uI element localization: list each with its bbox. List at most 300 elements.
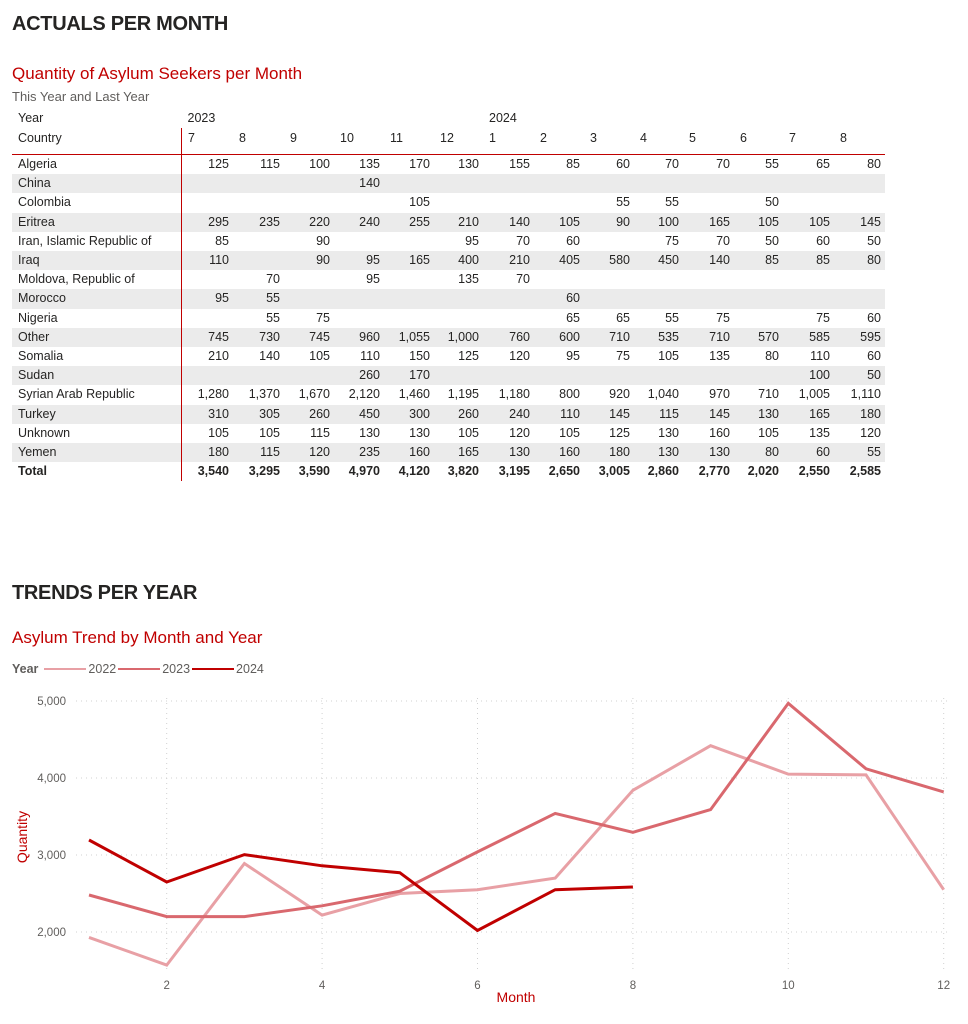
- total-cell: 4,970: [348, 464, 380, 479]
- value-cell: 240: [483, 405, 534, 424]
- value-cell: [584, 232, 634, 251]
- country-cell: Sudan: [12, 366, 182, 385]
- year-header[interactable]: 2024: [489, 111, 517, 125]
- x-tick-label: 6: [474, 980, 481, 992]
- value-cell: 50: [765, 195, 779, 210]
- x-tick-label: 12: [937, 980, 951, 992]
- header-row-month: [12, 128, 885, 155]
- value-cell: 130: [359, 425, 380, 440]
- value-cell: [284, 193, 334, 212]
- value-cell: 155: [509, 157, 530, 171]
- value-cell: 95: [182, 289, 234, 308]
- value-cell: [734, 309, 783, 328]
- value-cell: 125: [458, 349, 479, 364]
- value-cell: 75: [665, 233, 679, 248]
- table-row: [12, 270, 885, 289]
- total-cell: 2,020: [747, 464, 779, 479]
- country-cell: Morocco: [12, 289, 182, 308]
- x-tick-label: 2: [163, 980, 170, 992]
- value-cell: [584, 174, 634, 193]
- value-cell: [384, 232, 434, 251]
- value-cell: 65: [566, 310, 580, 325]
- value-cell: 140: [483, 213, 534, 232]
- value-cell: 130: [683, 443, 734, 462]
- value-cell: 130: [734, 405, 783, 424]
- y-tick-label: 2,000: [37, 927, 66, 939]
- matrix-title: Quantity of Asylum Seekers per Month: [12, 64, 303, 83]
- value-cell: [834, 289, 885, 308]
- value-cell: 970: [709, 387, 730, 402]
- value-cell: 55: [834, 443, 885, 462]
- value-cell: 1,280: [182, 385, 234, 404]
- value-cell: 135: [709, 349, 730, 364]
- legend-swatch: [44, 668, 86, 671]
- value-cell: 450: [334, 405, 384, 424]
- value-cell: 130: [658, 425, 679, 440]
- month-header[interactable]: 7: [182, 128, 234, 155]
- value-cell: 1,670: [298, 387, 330, 402]
- value-cell: 70: [516, 233, 530, 248]
- value-cell: 50: [867, 233, 881, 248]
- value-cell: [434, 366, 483, 385]
- value-cell: 60: [783, 443, 834, 462]
- value-cell: 140: [334, 174, 384, 193]
- total-cell: 3,005: [598, 464, 630, 479]
- value-cell: 960: [334, 328, 384, 347]
- value-cell: 745: [284, 328, 334, 347]
- value-cell: [683, 289, 734, 308]
- value-cell: [334, 309, 384, 328]
- value-cell: 80: [834, 251, 885, 270]
- month-header[interactable]: 8: [233, 128, 284, 155]
- x-axis-ticks: [163, 980, 950, 992]
- value-cell: 115: [310, 425, 330, 440]
- value-cell: [233, 251, 284, 270]
- value-cell: 160: [534, 443, 584, 462]
- value-cell: [233, 366, 284, 385]
- value-cell: 120: [284, 443, 334, 462]
- value-cell: 235: [334, 443, 384, 462]
- value-cell: 105: [534, 213, 584, 232]
- value-cell: [834, 270, 885, 289]
- value-cell: 260: [434, 405, 483, 424]
- value-cell: 1,460: [398, 387, 430, 402]
- y-axis-label: Quantity: [14, 810, 30, 864]
- value-cell: 710: [584, 328, 634, 347]
- value-cell: 1,000: [434, 328, 483, 347]
- total-row: [12, 462, 885, 481]
- value-cell: 75: [616, 349, 630, 364]
- value-cell: [783, 174, 834, 193]
- value-cell: 710: [758, 387, 779, 402]
- value-cell: 580: [584, 251, 634, 270]
- value-cell: 140: [259, 349, 280, 364]
- value-cell: [182, 174, 234, 193]
- value-cell: 165: [683, 213, 734, 232]
- value-cell: 180: [182, 443, 234, 462]
- value-cell: 745: [182, 328, 234, 347]
- value-cell: 55: [233, 289, 284, 308]
- value-cell: [584, 366, 634, 385]
- value-cell: [182, 309, 234, 328]
- month-header[interactable]: 12: [434, 128, 483, 155]
- value-cell: 85: [566, 157, 580, 171]
- value-cell: 210: [483, 251, 534, 270]
- table-row: [12, 193, 885, 212]
- value-cell: 60: [867, 310, 881, 325]
- value-cell: 115: [260, 157, 280, 171]
- value-cell: 50: [765, 233, 779, 248]
- value-cell: [233, 174, 284, 193]
- value-cell: 85: [182, 232, 234, 251]
- value-cell: 90: [284, 251, 334, 270]
- value-cell: 105: [758, 425, 779, 440]
- value-cell: 1,005: [798, 387, 830, 402]
- table-row: [12, 424, 885, 443]
- value-cell: 145: [584, 405, 634, 424]
- chart-legend: [12, 662, 266, 676]
- value-cell: 255: [384, 213, 434, 232]
- value-cell: 450: [634, 251, 683, 270]
- value-cell: 60: [867, 349, 881, 364]
- value-cell: 80: [765, 349, 779, 364]
- value-cell: 80: [867, 157, 881, 171]
- value-cell: 105: [734, 213, 783, 232]
- header-row-year: [12, 108, 885, 128]
- value-cell: [534, 193, 584, 212]
- value-cell: 135: [359, 157, 380, 171]
- chart-title: Asylum Trend by Month and Year: [12, 628, 263, 647]
- month-header[interactable]: 8: [834, 128, 885, 155]
- value-cell: 140: [683, 251, 734, 270]
- value-cell: [534, 270, 584, 289]
- table-row: [12, 405, 885, 424]
- value-cell: 1,195: [447, 387, 479, 402]
- value-cell: [634, 366, 683, 385]
- month-header[interactable]: 2: [534, 128, 584, 155]
- trend-line-chart: [0, 690, 968, 1020]
- value-cell: 85: [783, 251, 834, 270]
- value-cell: 80: [734, 443, 783, 462]
- country-cell: Eritrea: [12, 213, 182, 232]
- total-cell: 2,770: [698, 464, 730, 479]
- value-cell: 125: [182, 155, 234, 175]
- y-tick-label: 3,000: [37, 850, 66, 862]
- x-tick-label: 10: [781, 980, 795, 992]
- value-cell: 165: [434, 443, 483, 462]
- value-cell: 210: [182, 347, 234, 366]
- actuals-heading: ACTUALS PER MONTH: [12, 13, 229, 35]
- country-cell: Iraq: [12, 251, 182, 270]
- table-row: [12, 213, 885, 232]
- value-cell: 60: [534, 289, 584, 308]
- total-cell: 3,295: [248, 464, 280, 479]
- value-cell: [284, 366, 334, 385]
- value-cell: 115: [634, 405, 683, 424]
- value-cell: 165: [783, 405, 834, 424]
- value-cell: 1,110: [850, 387, 881, 402]
- month-header[interactable]: 6: [734, 128, 783, 155]
- value-cell: 1,180: [498, 387, 530, 402]
- value-cell: 730: [233, 328, 284, 347]
- value-cell: [434, 174, 483, 193]
- month-header[interactable]: 10: [334, 128, 384, 155]
- value-cell: 115: [233, 443, 284, 462]
- value-cell: 120: [860, 425, 881, 440]
- table-row: [12, 385, 885, 404]
- value-cell: 165: [384, 251, 434, 270]
- value-cell: [233, 232, 284, 251]
- legend-swatch: [118, 668, 160, 671]
- chart-lines: [89, 703, 944, 965]
- matrix-subtitle: This Year and Last Year: [12, 89, 150, 104]
- value-cell: 60: [816, 233, 830, 248]
- x-tick-label: 4: [318, 980, 326, 992]
- asylum-matrix-table: [12, 108, 885, 481]
- month-header[interactable]: 9: [284, 128, 334, 155]
- x-axis-label: Month: [496, 989, 536, 1005]
- value-cell: [783, 270, 834, 289]
- value-cell: 105: [182, 424, 234, 443]
- value-cell: [334, 232, 384, 251]
- value-cell: [534, 174, 584, 193]
- value-cell: 60: [566, 233, 580, 248]
- value-cell: 2,120: [348, 387, 380, 402]
- value-cell: 145: [834, 213, 885, 232]
- value-cell: 150: [409, 349, 430, 364]
- value-cell: 75: [316, 310, 330, 325]
- value-cell: [683, 193, 734, 212]
- value-cell: [683, 366, 734, 385]
- value-cell: 160: [384, 443, 434, 462]
- legend-item-2023[interactable]: [118, 662, 190, 676]
- value-cell: 85: [734, 251, 783, 270]
- trends-heading: TRENDS PER YEAR: [12, 582, 198, 604]
- value-cell: 260: [334, 366, 384, 385]
- value-cell: 75: [716, 310, 730, 325]
- value-cell: 70: [266, 272, 280, 287]
- value-cell: 95: [465, 233, 479, 248]
- value-cell: 75: [816, 310, 830, 325]
- value-cell: 160: [709, 425, 730, 440]
- month-header[interactable]: 7: [783, 128, 834, 155]
- value-cell: 760: [483, 328, 534, 347]
- value-cell: 100: [634, 213, 683, 232]
- value-cell: 130: [458, 157, 479, 171]
- value-cell: [182, 366, 234, 385]
- value-cell: 110: [182, 251, 234, 270]
- value-cell: 210: [434, 213, 483, 232]
- y-tick-label: 5,000: [37, 696, 66, 708]
- total-cell: 3,195: [498, 464, 530, 479]
- country-cell: China: [12, 174, 182, 193]
- table-row: [12, 232, 885, 251]
- value-cell: [483, 309, 534, 328]
- value-cell: 570: [734, 328, 783, 347]
- table-row: [12, 251, 885, 270]
- total-cell: 2,550: [798, 464, 830, 479]
- value-cell: 235: [233, 213, 284, 232]
- value-cell: 170: [384, 366, 434, 385]
- value-cell: 130: [634, 443, 683, 462]
- value-cell: 1,040: [647, 387, 679, 402]
- value-cell: [584, 270, 634, 289]
- value-cell: 145: [683, 405, 734, 424]
- y-tick-label: 4,000: [37, 773, 66, 785]
- legend-label: 2023: [162, 662, 191, 676]
- value-cell: [834, 193, 885, 212]
- value-cell: [534, 366, 584, 385]
- value-cell: 95: [366, 272, 380, 287]
- value-cell: [434, 289, 483, 308]
- value-cell: 70: [516, 272, 530, 287]
- country-cell: Iran, Islamic Republic of: [18, 233, 152, 248]
- total-cell: 3,540: [182, 462, 234, 481]
- value-cell: [783, 289, 834, 308]
- value-cell: [584, 289, 634, 308]
- value-cell: 100: [309, 157, 330, 171]
- value-cell: 120: [509, 349, 530, 364]
- value-cell: 70: [716, 157, 730, 171]
- legend-item-2022[interactable]: [44, 662, 116, 676]
- legend-title: Year: [12, 662, 39, 676]
- value-cell: [834, 174, 885, 193]
- value-cell: [734, 289, 783, 308]
- value-cell: 240: [334, 213, 384, 232]
- value-cell: 95: [566, 349, 580, 364]
- country-cell: Unknown: [18, 425, 71, 440]
- table-row: [12, 443, 885, 462]
- country-header-label[interactable]: Country: [12, 128, 182, 155]
- value-cell: 100: [783, 366, 834, 385]
- country-cell: Yemen: [12, 443, 182, 462]
- y-axis-ticks: [37, 696, 66, 939]
- table-row: [12, 366, 885, 385]
- value-cell: 135: [458, 272, 479, 287]
- table-row: [12, 155, 885, 175]
- year-header-label: Year: [18, 111, 44, 125]
- country-cell: Nigeria: [18, 310, 58, 325]
- value-cell: 400: [434, 251, 483, 270]
- value-cell: 585: [783, 328, 834, 347]
- legend-label: 2024: [236, 662, 264, 676]
- value-cell: [334, 289, 384, 308]
- value-cell: 95: [334, 251, 384, 270]
- month-header[interactable]: 3: [584, 128, 634, 155]
- value-cell: 55: [665, 195, 679, 210]
- month-header[interactable]: 4: [634, 128, 683, 155]
- table-row: [12, 289, 885, 308]
- value-cell: [483, 174, 534, 193]
- value-cell: 105: [309, 349, 330, 364]
- value-cell: [734, 366, 783, 385]
- country-cell: Moldova, Republic of: [18, 272, 135, 287]
- value-cell: [434, 193, 483, 212]
- value-cell: [233, 193, 284, 212]
- value-cell: [734, 270, 783, 289]
- value-cell: 70: [665, 157, 679, 171]
- value-cell: 180: [834, 405, 885, 424]
- value-cell: [384, 270, 434, 289]
- country-cell: Syrian Arab Republic: [18, 387, 135, 402]
- month-header[interactable]: 1: [483, 128, 534, 155]
- value-cell: [384, 289, 434, 308]
- value-cell: 105: [409, 195, 430, 210]
- total-label: Total: [18, 464, 47, 479]
- value-cell: [284, 289, 334, 308]
- value-cell: 60: [616, 157, 630, 171]
- value-cell: [634, 289, 683, 308]
- value-cell: 405: [534, 251, 584, 270]
- value-cell: 130: [409, 425, 430, 440]
- value-cell: 70: [716, 233, 730, 248]
- month-header[interactable]: 11: [384, 128, 434, 155]
- value-cell: 90: [584, 213, 634, 232]
- value-cell: 600: [534, 328, 584, 347]
- value-cell: 105: [458, 425, 479, 440]
- value-cell: [182, 193, 234, 212]
- value-cell: 90: [316, 233, 330, 248]
- value-cell: [683, 174, 734, 193]
- value-cell: [783, 193, 834, 212]
- value-cell: 55: [665, 310, 679, 325]
- total-cell: 3,590: [298, 464, 330, 479]
- month-header[interactable]: 5: [683, 128, 734, 155]
- value-cell: [182, 270, 234, 289]
- value-cell: [483, 289, 534, 308]
- legend-item-2024[interactable]: [192, 662, 264, 676]
- total-cell: 2,585: [849, 464, 881, 479]
- value-cell: 110: [810, 349, 830, 364]
- value-cell: [284, 174, 334, 193]
- value-cell: [384, 174, 434, 193]
- value-cell: [634, 174, 683, 193]
- value-cell: [683, 270, 734, 289]
- value-cell: 55: [765, 157, 779, 171]
- value-cell: 220: [284, 213, 334, 232]
- x-tick-label: 8: [629, 980, 637, 992]
- table-row: [12, 309, 885, 328]
- value-cell: 300: [384, 405, 434, 424]
- value-cell: [634, 270, 683, 289]
- year-header[interactable]: 2023: [187, 111, 216, 125]
- value-cell: [384, 309, 434, 328]
- value-cell: [334, 193, 384, 212]
- value-cell: 180: [584, 443, 634, 462]
- value-cell: 110: [360, 349, 380, 364]
- value-cell: 310: [182, 405, 234, 424]
- value-cell: 260: [284, 405, 334, 424]
- value-cell: 105: [783, 213, 834, 232]
- value-cell: [434, 309, 483, 328]
- country-cell: Other: [12, 328, 182, 347]
- total-cell: 2,860: [647, 464, 679, 479]
- value-cell: 800: [559, 387, 580, 402]
- table-row: [12, 174, 885, 193]
- value-cell: 1,055: [384, 328, 434, 347]
- value-cell: 295: [182, 213, 234, 232]
- country-cell: Algeria: [18, 157, 57, 171]
- total-cell: 4,120: [398, 464, 430, 479]
- value-cell: 65: [616, 310, 630, 325]
- value-cell: 135: [809, 425, 830, 440]
- value-cell: 170: [409, 157, 430, 171]
- legend-swatch: [192, 668, 234, 671]
- value-cell: 120: [509, 425, 530, 440]
- value-cell: 65: [816, 157, 830, 171]
- value-cell: [483, 366, 534, 385]
- table-row: [12, 347, 885, 366]
